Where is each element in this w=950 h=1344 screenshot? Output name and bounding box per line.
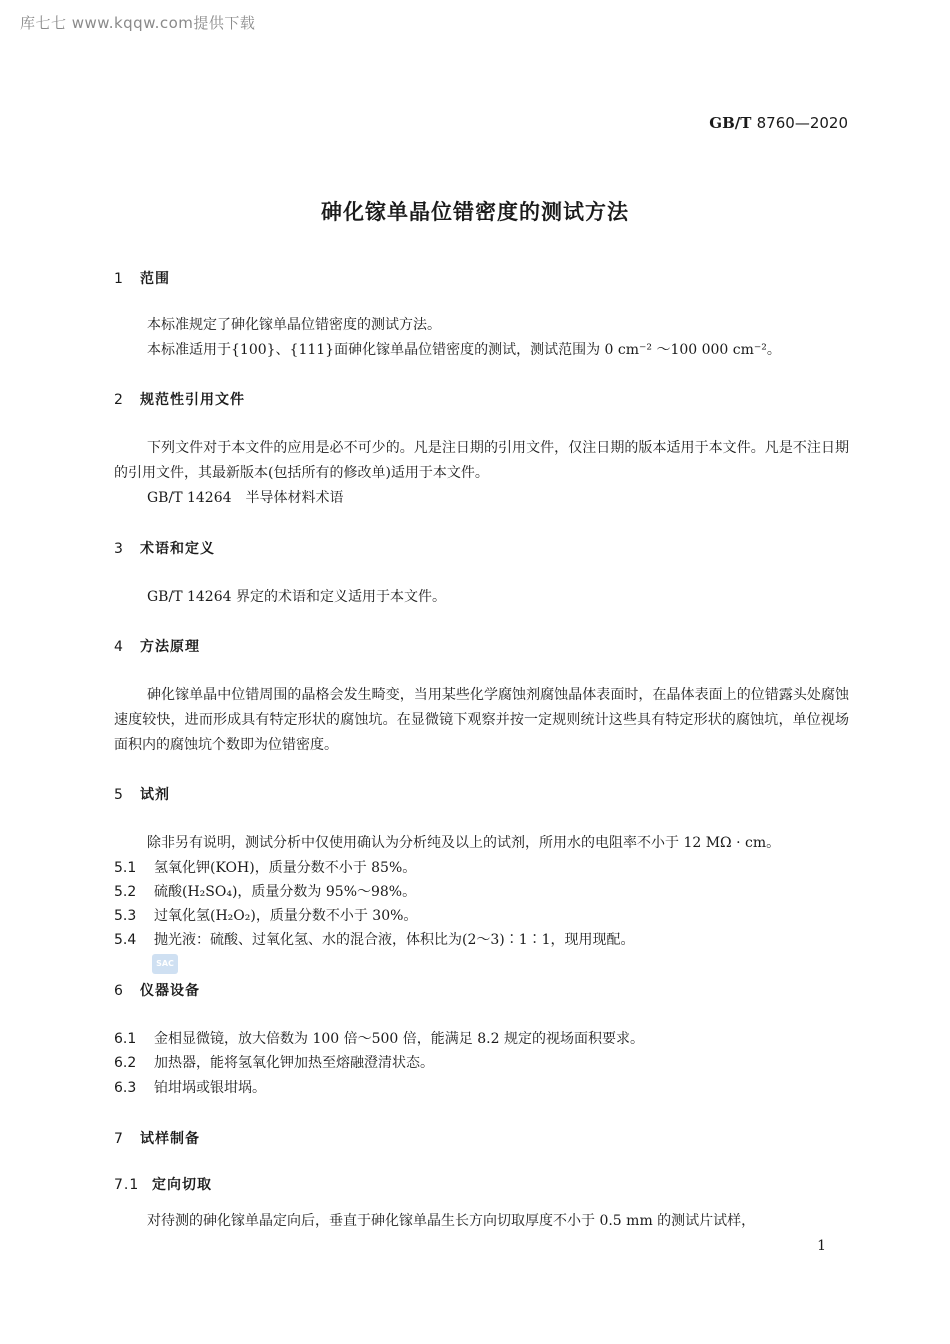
item-number: 5.3 [114, 908, 137, 924]
section-title: 规范性引用文件 [140, 392, 245, 408]
section-title: 术语和定义 [140, 541, 215, 557]
section-3-heading [114, 538, 215, 558]
item-number: 5.2 [114, 884, 137, 900]
section-2-paragraph-1: 下列文件对于本文件的应用是必不可少的。凡是注日期的引用文件，仅注日期的版本适用于本文件。凡是不注日期的引用文件，其最新版本(包括所有的修改单)适用于本文件。 [114, 440, 849, 481]
section-number: 4 [114, 639, 124, 655]
item-number: 5.4 [114, 932, 137, 948]
page-number: 1 [817, 1238, 826, 1254]
document-title: 砷化镓单晶位错密度的测试方法 [321, 200, 629, 224]
section-7-paragraph-1: 对待测的砷化镓单晶定向后，垂直于砷化镓单晶生长方向切取厚度不小于 0.5 mm 的测试片试样， [147, 1213, 756, 1229]
section-1-heading [114, 268, 170, 288]
item-text: 抛光液：硫酸、过氧化氢、水的混合液，体积比为(2～3)∶1∶1，现用现配。 [154, 932, 635, 948]
section-5-heading [114, 784, 170, 804]
section-7-heading [114, 1128, 200, 1148]
section-number: 5 [114, 787, 124, 803]
section-1-paragraph-1: 本标准规定了砷化镓单晶位错密度的测试方法。 [147, 317, 441, 333]
item-text: 过氧化氢(H₂O₂)，质量分数不小于 30%。 [154, 908, 418, 924]
section-3-paragraph-1: GB/T 14264 界定的术语和定义适用于本文件。 [147, 589, 446, 605]
list-item [114, 856, 416, 881]
list-item [114, 1027, 644, 1052]
section-number: 1 [114, 271, 124, 287]
sac-logo-icon [152, 954, 178, 974]
section-number: 2 [114, 392, 124, 408]
standard-code [709, 114, 848, 132]
item-text: 硫酸(H₂SO₄)，质量分数为 95%～98%。 [154, 884, 417, 900]
item-number: 6.2 [114, 1055, 137, 1071]
item-text: 金相显微镜，放大倍数为 100 倍～500 倍，能满足 8.2 规定的视场面积要求。 [154, 1031, 644, 1047]
section-title: 范围 [140, 271, 170, 287]
section-title: 仪器设备 [140, 983, 200, 999]
section-1-paragraph-2: 本标准适用于{100}、{111}面砷化镓单晶位错密度的测试，测试范围为 0 cm⁻² ～100 000 cm⁻²。 [147, 342, 781, 358]
list-item [114, 928, 635, 953]
section-2-heading [114, 389, 245, 409]
list-item [114, 1051, 434, 1076]
item-text: 氢氧化钾(KOH)，质量分数不小于 85%。 [154, 860, 417, 876]
standard-number: 8760—2020 [756, 114, 848, 132]
item-number: 6.3 [114, 1080, 137, 1096]
section-4-heading [114, 636, 200, 656]
logo-text: SAC [156, 959, 174, 968]
watermark-text: 库七七 www.kqqw.com提供下载 [20, 14, 256, 32]
section-title: 方法原理 [140, 639, 200, 655]
section-6-heading [114, 980, 200, 1000]
item-text: 铂坩埚或银坩埚。 [154, 1080, 266, 1096]
item-text: 加热器，能将氢氧化钾加热至熔融澄清状态。 [154, 1055, 434, 1071]
list-item [114, 880, 416, 905]
list-item [114, 1076, 266, 1101]
section-title: 定向切取 [152, 1177, 212, 1193]
section-title: 试剂 [140, 787, 170, 803]
subsection-7-1-heading [114, 1174, 212, 1194]
section-number: 7.1 [114, 1177, 140, 1193]
section-title: 试样制备 [140, 1131, 200, 1147]
section-2-reference: GB/T 14264 半导体材料术语 [147, 490, 344, 506]
section-4-paragraph-1: 砷化镓单晶中位错周围的晶格会发生畸变，当用某些化学腐蚀剂腐蚀晶体表面时，在晶体表面上的位错露头处腐蚀速度较快，进而形成具有特定形状的腐蚀坑。在显微镜下观察并按一定规则统计这些具有特定形状的腐蚀坑，单位视场面积内的腐蚀坑个数即为位错密度。 [114, 687, 849, 753]
section-number: 7 [114, 1131, 124, 1147]
item-number: 5.1 [114, 860, 137, 876]
standard-prefix: GB/T [709, 114, 752, 132]
section-5-paragraph-1: 除非另有说明，测试分析中仅使用确认为分析纯及以上的试剂，所用水的电阻率不小于 12 MΩ · cm。 [147, 835, 781, 851]
section-number: 6 [114, 983, 124, 999]
item-number: 6.1 [114, 1031, 137, 1047]
section-number: 3 [114, 541, 124, 557]
list-item [114, 904, 417, 929]
